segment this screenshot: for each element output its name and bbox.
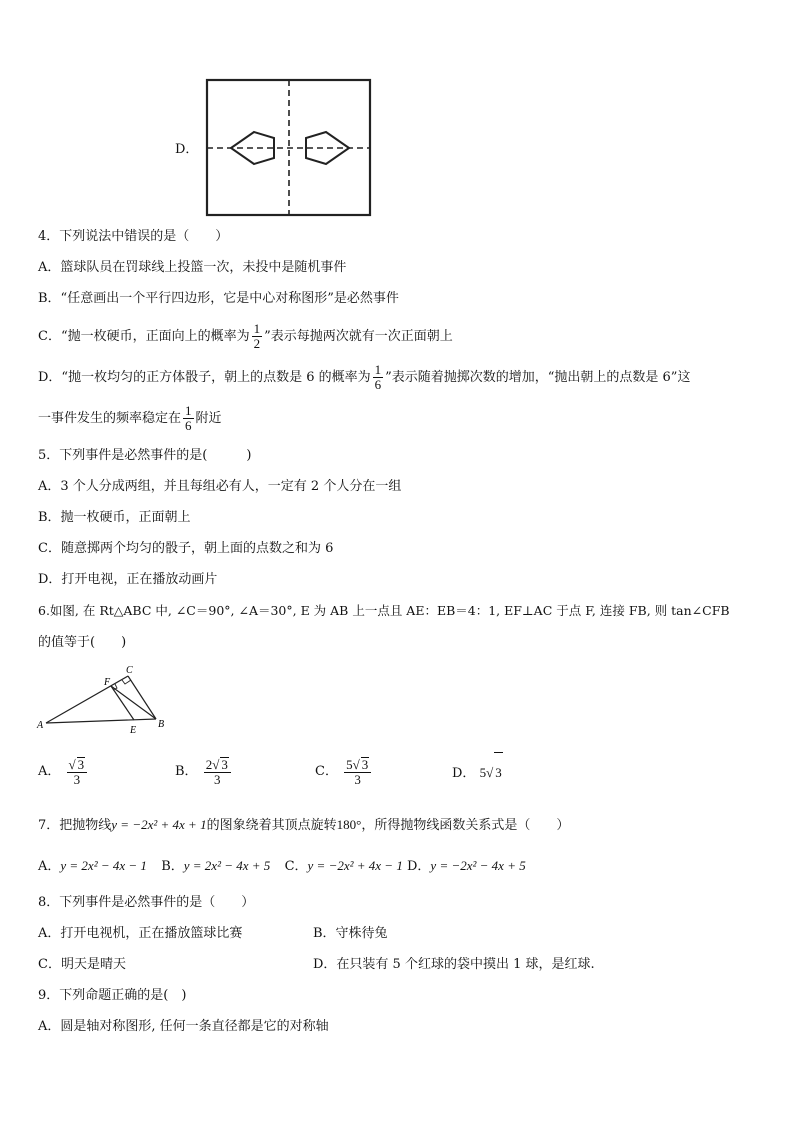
q4-c-text-post: ”表示每抛两次就有一次正面朝上	[264, 329, 453, 344]
q6-a-numerator: √ 3	[67, 757, 88, 773]
q4-option-b[interactable]: B．“任意画出一个平行四边形，它是中心对称图形”是必然事件	[38, 291, 399, 306]
vertex-label-A: A	[37, 720, 44, 731]
q6-a-label: A．	[38, 764, 61, 779]
q6-c-denominator: 3	[354, 771, 361, 787]
q8-option-c[interactable]: C．明天是晴天	[38, 957, 126, 972]
q7-text-pre: 7．把抛物线	[38, 818, 112, 833]
q7-option-c[interactable]	[285, 859, 403, 874]
q6-c-radicand: 3	[361, 756, 369, 772]
q6-b-coefficient: 2	[205, 756, 213, 772]
q7-c-label: C．	[284, 859, 308, 874]
q6-option-a[interactable]	[38, 752, 89, 792]
q4-d-text-post: ”表示随着抛掷次数的增加，“抛出朝上的点数是 6”这	[385, 370, 691, 385]
q7-stem	[38, 816, 569, 835]
q8-option-a[interactable]: A．打开电视机，正在播放篮球比赛	[38, 926, 243, 941]
q4-d-line2-post: 附近	[195, 411, 222, 426]
q6-b-numerator: 2√ 3	[204, 757, 231, 773]
q6-stem-line1: 6.如图, 在 Rt△ABC 中, ∠C＝90°, ∠A＝30°, E 为 AB 上一点且 AE：EB＝4：1, EF⊥AC 于点 F, 连接 FB, 则 tan∠CFB	[38, 603, 730, 618]
side-AC	[46, 676, 128, 723]
q6-b-label: B．	[175, 764, 198, 779]
side-AB	[46, 719, 156, 723]
q7-b-value: y = 2x² − 4x + 5	[183, 858, 271, 873]
q4-d-fraction-2	[183, 404, 194, 433]
q4-d-denominator: 6	[374, 377, 382, 392]
q6-c-coefficient: 5	[346, 756, 353, 772]
q7-a-label: A．	[38, 859, 61, 874]
q6-d-radicand: 3	[494, 752, 503, 793]
q9-stem: 9．下列命题正确的是( )	[38, 988, 187, 1003]
q7-option-b[interactable]	[161, 859, 270, 874]
q6-b-fraction	[204, 757, 231, 787]
q4-c-fraction	[252, 322, 263, 351]
q8-stem: 8．下列事件是必然事件的是（ ）	[38, 895, 255, 910]
q6-a-radicand: 3	[77, 756, 85, 772]
q4-c-numerator: 1	[253, 321, 261, 336]
vertex-label-F: F	[104, 677, 111, 688]
q6-triangle-figure	[36, 662, 176, 738]
q3-option-d-figure	[204, 78, 372, 218]
q4-d-numerator: 1	[374, 362, 382, 377]
q4-d-fraction	[373, 363, 384, 392]
q6-b-denominator: 3	[214, 771, 221, 787]
q7-angle: 180°	[336, 817, 362, 832]
q7-options	[38, 857, 526, 876]
q5-option-b[interactable]: B．抛一枚硬币，正面朝上	[38, 510, 191, 525]
q6-b-radicand: 3	[221, 756, 228, 772]
q6-a-fraction	[67, 757, 88, 787]
q4-d-denominator-2: 6	[185, 418, 192, 433]
q6-stem-line2: 的值等于( )	[38, 635, 127, 650]
q3-option-d-label[interactable]: D．	[175, 142, 199, 157]
q5-option-c[interactable]: C．随意掷两个均匀的骰子，朝上面的点数之和为 6	[38, 541, 334, 556]
q5-option-a[interactable]: A．3 个人分成两组，并且每组必有人，一定有 2 个人分在一组	[38, 479, 402, 494]
q6-option-d[interactable]: D． 5√ 3	[452, 752, 503, 794]
q6-c-fraction	[344, 757, 371, 787]
q6-c-numerator: 5√ 3	[344, 757, 371, 773]
q6-d-coefficient: 5	[479, 765, 487, 780]
q7-b-label: B．	[161, 859, 184, 874]
q7-c-value: y = −2x² + 4x − 1	[307, 858, 403, 873]
q4-c-denominator: 2	[253, 336, 261, 351]
q5-option-d[interactable]: D．打开电视，正在播放动画片	[38, 572, 218, 587]
q7-function: y = −2x² + 4x + 1	[111, 817, 207, 832]
q4-option-d-line2	[38, 402, 222, 436]
q9-option-a[interactable]: A．圆是轴对称图形, 任何一条直径都是它的对称轴	[38, 1019, 329, 1034]
q7-d-label: D．	[406, 859, 431, 874]
q7-a-value: y = 2x² − 4x − 1	[60, 858, 147, 873]
q5-stem: 5．下列事件是必然事件的是( )	[38, 448, 252, 463]
q4-stem: 4．下列说法中错误的是（ ）	[38, 229, 229, 244]
q6-d-label: D．	[452, 766, 476, 781]
q4-option-c[interactable]	[38, 320, 453, 354]
q7-text-mid: 的图象绕着其顶点旋转	[206, 818, 337, 833]
q6-a-denominator: 3	[73, 771, 81, 787]
vertex-label-B: B	[158, 719, 165, 730]
q4-d-text-pre: D．“抛一枚均匀的正方体骰子，朝上的点数是 6 的概率为	[38, 370, 371, 385]
q4-option-a[interactable]: A．篮球队员在罚球线上投篮一次，未投中是随机事件	[38, 260, 347, 275]
q8-option-d[interactable]: D．在只装有 5 个红球的袋中摸出 1 球，是红球.	[313, 957, 595, 972]
vertex-label-C: C	[126, 665, 133, 676]
q7-option-a[interactable]	[38, 859, 147, 874]
side-CB	[128, 676, 156, 719]
vertex-label-E: E	[130, 725, 137, 736]
q6-option-b[interactable]	[175, 752, 233, 792]
q8-option-b[interactable]: B．守株待兔	[313, 926, 388, 941]
q7-d-value: y = −2x² − 4x + 5	[430, 858, 526, 873]
q6-c-label: C．	[315, 764, 338, 779]
q4-d-line2-pre: 一事件发生的频率稳定在	[38, 411, 182, 426]
segment-FE	[111, 686, 134, 720]
q7-option-d[interactable]	[407, 859, 526, 874]
q6-option-c[interactable]	[315, 752, 373, 792]
q4-d-numerator-2: 1	[185, 403, 192, 418]
q7-text-post: ，所得抛物线函数关系式是（ ）	[361, 818, 570, 833]
q4-c-text-pre: C．“抛一枚硬币，正面向上的概率为	[38, 329, 250, 344]
segment-FB	[111, 686, 156, 719]
q4-option-d[interactable]	[38, 361, 690, 395]
right-angle-mark-C	[122, 680, 131, 684]
